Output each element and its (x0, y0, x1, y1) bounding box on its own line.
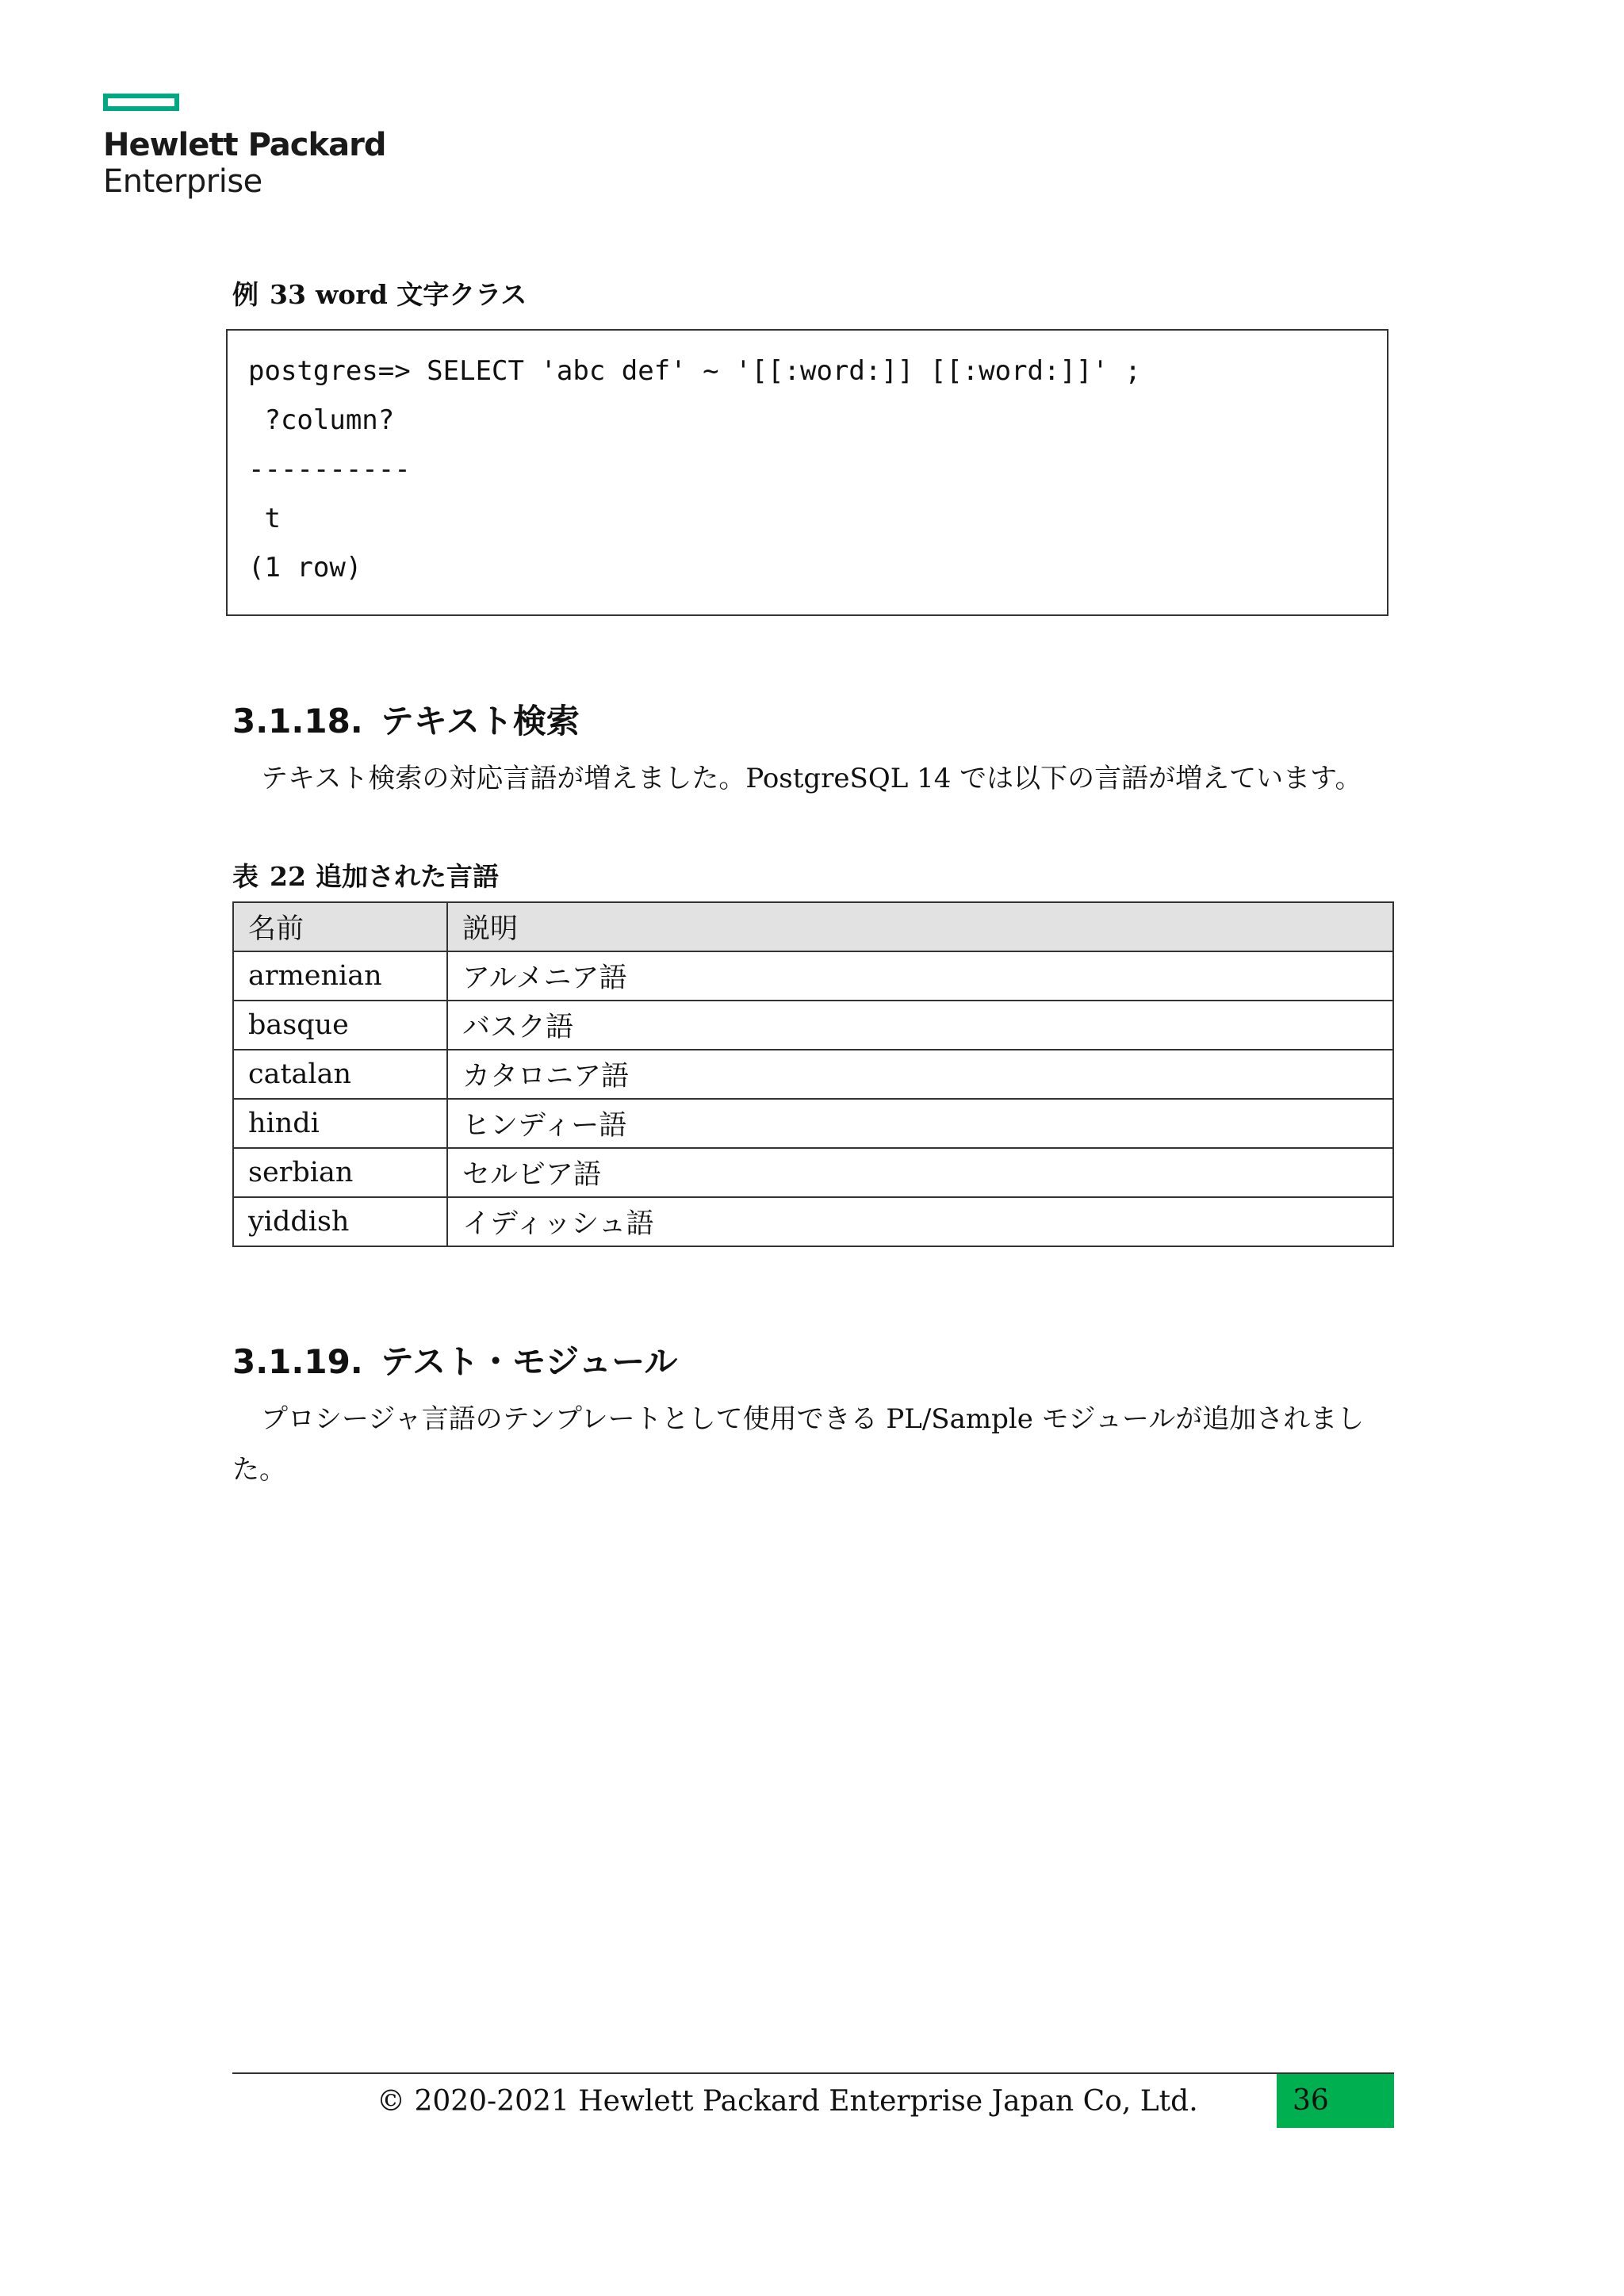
cell-name: catalan (233, 1050, 447, 1099)
example-caption (232, 279, 527, 311)
cell-name: hindi (233, 1099, 447, 1148)
page-number: 36 (1277, 2074, 1394, 2128)
section-number: 3.1.19. (232, 1342, 363, 1381)
cell-name: armenian (233, 951, 447, 1001)
code-line: postgres=> SELECT 'abc def' ~ '[[:word:]] [[:word:]]' ; (248, 355, 1141, 387)
cell-description: アルメニア語 (447, 951, 1393, 1001)
table-caption-prefix: 表 (232, 861, 259, 892)
code-block (226, 329, 1388, 616)
table-row (233, 1050, 1393, 1099)
hpe-logo (103, 94, 385, 200)
cell-description: バスク語 (447, 1001, 1393, 1050)
table-caption (232, 861, 499, 893)
section-body-text-search: テキスト検索の対応言語が増えました。PostgreSQL 14 では以下の言語が増えています。 (261, 763, 1362, 794)
example-caption-prefix: 例 (232, 279, 259, 310)
logo-text-line1: Hewlett Packard (103, 127, 386, 163)
section-number: 3.1.18. (232, 702, 363, 740)
section-heading-text-search (232, 702, 580, 741)
table-row (233, 1001, 1393, 1050)
cell-name: basque (233, 1001, 447, 1050)
section-heading-test-module (232, 1342, 677, 1382)
hpe-logo-bar (103, 94, 179, 111)
section-title: テスト・モジュール (380, 1342, 678, 1381)
logo-text-line2: Enterprise (103, 163, 262, 200)
column-header-name: 名前 (233, 902, 447, 951)
section-title: テキスト検索 (380, 702, 580, 740)
table-row (233, 1099, 1393, 1148)
table-row (233, 1197, 1393, 1246)
table-header-row (233, 902, 1393, 951)
table-row (233, 1148, 1393, 1197)
code-line: ---------- (248, 453, 411, 485)
code-line: (1 row) (248, 552, 362, 584)
example-caption-title: word 文字クラス (315, 279, 527, 310)
code-line: t (248, 503, 281, 534)
example-caption-number: 33 (270, 279, 306, 310)
footer-copyright: © 2020-2021 Hewlett Packard Enterprise Japan Co, Ltd. (377, 2085, 1198, 2118)
cell-description: カタロニア語 (447, 1050, 1393, 1099)
code-line: ?column? (248, 404, 395, 436)
cell-name: yiddish (233, 1197, 447, 1246)
cell-description: セルビア語 (447, 1148, 1393, 1197)
column-header-description: 説明 (447, 902, 1393, 951)
languages-table (232, 901, 1394, 1247)
section-body-test-module: プロシージャ言語のテンプレートとして使用できる PL/Sample モジュールが追加されました。 (232, 1403, 1365, 1486)
footer-divider (232, 2072, 1394, 2074)
cell-description: イディッシュ語 (447, 1197, 1393, 1246)
cell-name: serbian (233, 1148, 447, 1197)
table-caption-number: 22 (270, 861, 306, 892)
table-row (233, 951, 1393, 1001)
table-caption-title: 追加された言語 (315, 861, 499, 892)
cell-description: ヒンディー語 (447, 1099, 1393, 1148)
